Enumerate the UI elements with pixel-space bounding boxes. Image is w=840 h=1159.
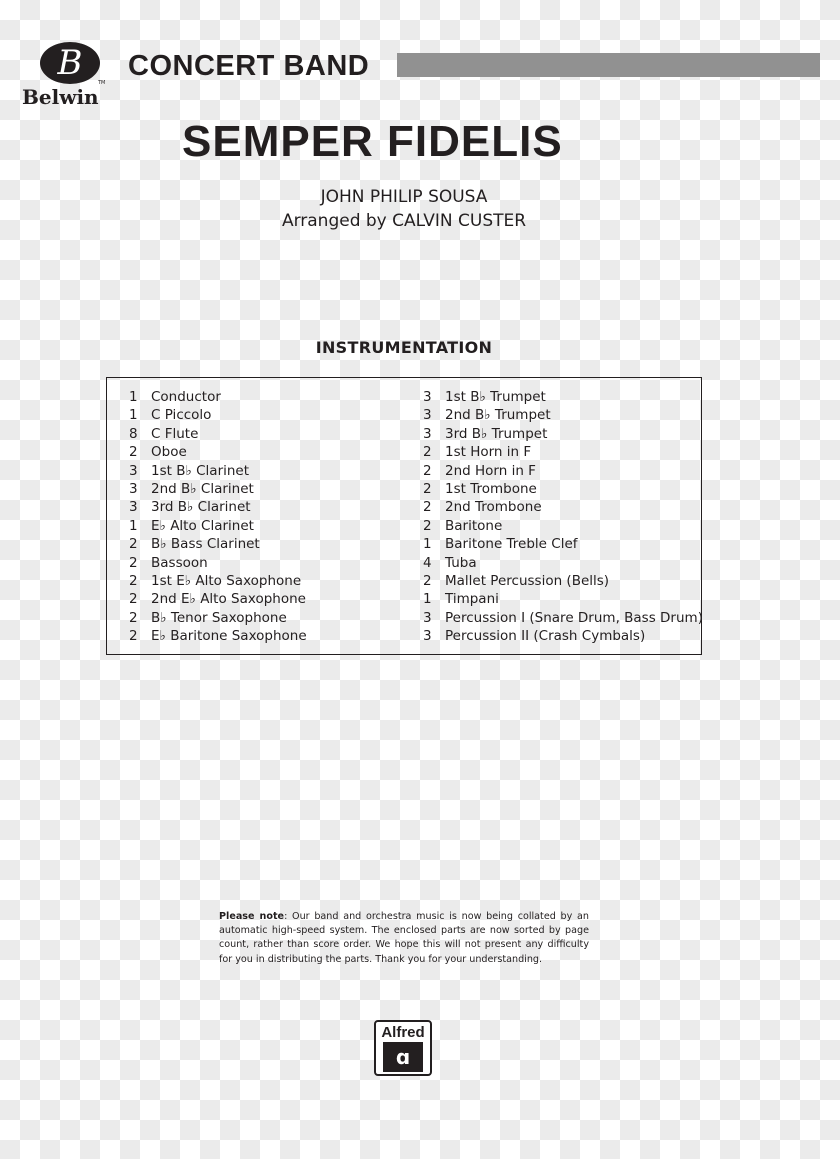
instrument-name: 2nd B♭ Clarinet	[151, 480, 254, 497]
instrument-row	[129, 443, 307, 461]
instrument-name: 2nd B♭ Trumpet	[445, 407, 551, 424]
belwin-b-icon: B	[40, 42, 100, 84]
instrument-qty: 3	[423, 609, 432, 626]
instrument-qty: 4	[423, 554, 432, 571]
instrument-row	[129, 498, 307, 516]
instrument-row	[423, 425, 703, 443]
instrument-row	[129, 554, 307, 572]
instrument-name: Percussion II (Crash Cymbals)	[445, 628, 646, 645]
instrument-row	[129, 480, 307, 498]
instrumentation-box	[106, 377, 702, 655]
series-label: CONCERT BAND	[128, 50, 370, 82]
instrument-name: 2nd Trombone	[445, 499, 542, 516]
instrument-name: 1st E♭ Alto Saxophone	[151, 572, 302, 589]
instrument-row	[129, 535, 307, 553]
instrument-qty: 2	[423, 572, 432, 589]
note-label: Please note	[219, 911, 285, 922]
instrument-name: Mallet Percussion (Bells)	[445, 572, 610, 589]
belwin-logo: B TM Belwin	[22, 43, 106, 109]
alfred-logo: Alfred ɑ	[374, 1020, 432, 1076]
instrument-row	[423, 406, 703, 424]
instrument-row	[129, 406, 307, 424]
instrument-qty: 3	[423, 628, 432, 645]
instrument-name: Tuba	[445, 554, 477, 571]
instrument-qty: 2	[129, 591, 138, 608]
instrument-name: E♭ Baritone Saxophone	[151, 628, 307, 645]
instrument-qty: 3	[423, 407, 432, 424]
instrumentation-heading: INSTRUMENTATION	[315, 338, 493, 357]
instrument-qty: 2	[129, 536, 138, 553]
instrument-qty: 1	[129, 389, 138, 405]
instrument-name: Baritone	[445, 517, 503, 534]
instrument-qty: 1	[129, 407, 138, 424]
instrument-row	[129, 462, 307, 480]
instrument-name: 1st B♭ Trumpet	[445, 389, 546, 405]
instrument-qty: 8	[129, 425, 138, 442]
instrument-row	[423, 388, 703, 406]
instrument-qty: 3	[129, 480, 138, 497]
instrument-qty: 3	[129, 462, 138, 479]
instrument-qty: 1	[129, 517, 138, 534]
instrument-name: Oboe	[151, 444, 187, 461]
instrument-row	[129, 388, 307, 406]
instrument-name: 3rd B♭ Clarinet	[151, 499, 251, 516]
instrument-row	[423, 609, 703, 627]
instrument-qty: 2	[129, 572, 138, 589]
instrument-row	[423, 517, 703, 535]
instrument-name: Bassoon	[151, 554, 208, 571]
instrument-qty: 2	[423, 462, 432, 479]
instrument-row	[129, 425, 307, 443]
instrument-qty: 2	[423, 517, 432, 534]
instrument-name: B♭ Bass Clarinet	[151, 536, 260, 553]
instrument-qty: 3	[423, 425, 432, 442]
instrument-qty: 1	[423, 536, 432, 553]
instrument-qty: 2	[129, 609, 138, 626]
instrument-row	[423, 590, 703, 608]
instrumentation-right-column	[423, 388, 703, 645]
header-bar	[397, 53, 820, 77]
instrument-row	[423, 498, 703, 516]
instrument-qty: 2	[423, 480, 432, 497]
instrument-name: 2nd Horn in F	[445, 462, 536, 479]
instrument-name: 2nd E♭ Alto Saxophone	[151, 591, 306, 608]
instrument-row	[423, 554, 703, 572]
instrument-name: 1st B♭ Clarinet	[151, 462, 250, 479]
collation-note	[219, 910, 589, 967]
instrument-row	[129, 627, 307, 645]
instrument-row	[423, 627, 703, 645]
instrument-name: 1st Trombone	[445, 480, 537, 497]
page-title: SEMPER FIDELIS	[182, 117, 563, 166]
instrument-name: Percussion I (Snare Drum, Bass Drum)	[445, 609, 703, 626]
instrument-qty: 2	[129, 628, 138, 645]
instrument-row	[423, 480, 703, 498]
instrument-name: C Piccolo	[151, 407, 212, 424]
instrument-name: Conductor	[151, 389, 221, 405]
instrument-name: 3rd B♭ Trumpet	[445, 425, 548, 442]
belwin-wordmark: Belwin	[22, 85, 99, 109]
instrument-qty: 2	[423, 444, 432, 461]
instrument-row	[423, 572, 703, 590]
instrument-qty: 2	[129, 444, 138, 461]
instrument-qty: 2	[129, 554, 138, 571]
instrument-row	[129, 590, 307, 608]
instrument-row	[129, 517, 307, 535]
instrument-name: Timpani	[445, 591, 499, 608]
note-text: : Our band and orchestra music is now being collated by an automatic high-speed system. The enclosed parts are now sorted by page count, rather than score order. We hope this will not present any difficulty for you in distributing the parts. Thank you for your understanding.	[219, 911, 589, 965]
instrument-name: C Flute	[151, 425, 199, 442]
instrument-row	[423, 443, 703, 461]
instrument-row	[129, 609, 307, 627]
instrument-row	[423, 462, 703, 480]
alfred-mark-icon: ɑ	[383, 1042, 423, 1072]
composer: JOHN PHILIP SOUSA	[320, 187, 488, 207]
instrument-row	[423, 535, 703, 553]
instrument-qty: 1	[423, 591, 432, 608]
instrument-row	[129, 572, 307, 590]
instrument-qty: 3	[129, 499, 138, 516]
instrument-qty: 2	[423, 499, 432, 516]
instrument-name: E♭ Alto Clarinet	[151, 517, 254, 534]
arranger: Arranged by CALVIN CUSTER	[281, 211, 527, 231]
instrument-name: Baritone Treble Clef	[445, 536, 578, 553]
instrument-name: 1st Horn in F	[445, 444, 532, 461]
instrument-name: B♭ Tenor Saxophone	[151, 609, 287, 626]
instrument-qty: 3	[423, 389, 432, 405]
instrumentation-left-column	[129, 388, 307, 645]
